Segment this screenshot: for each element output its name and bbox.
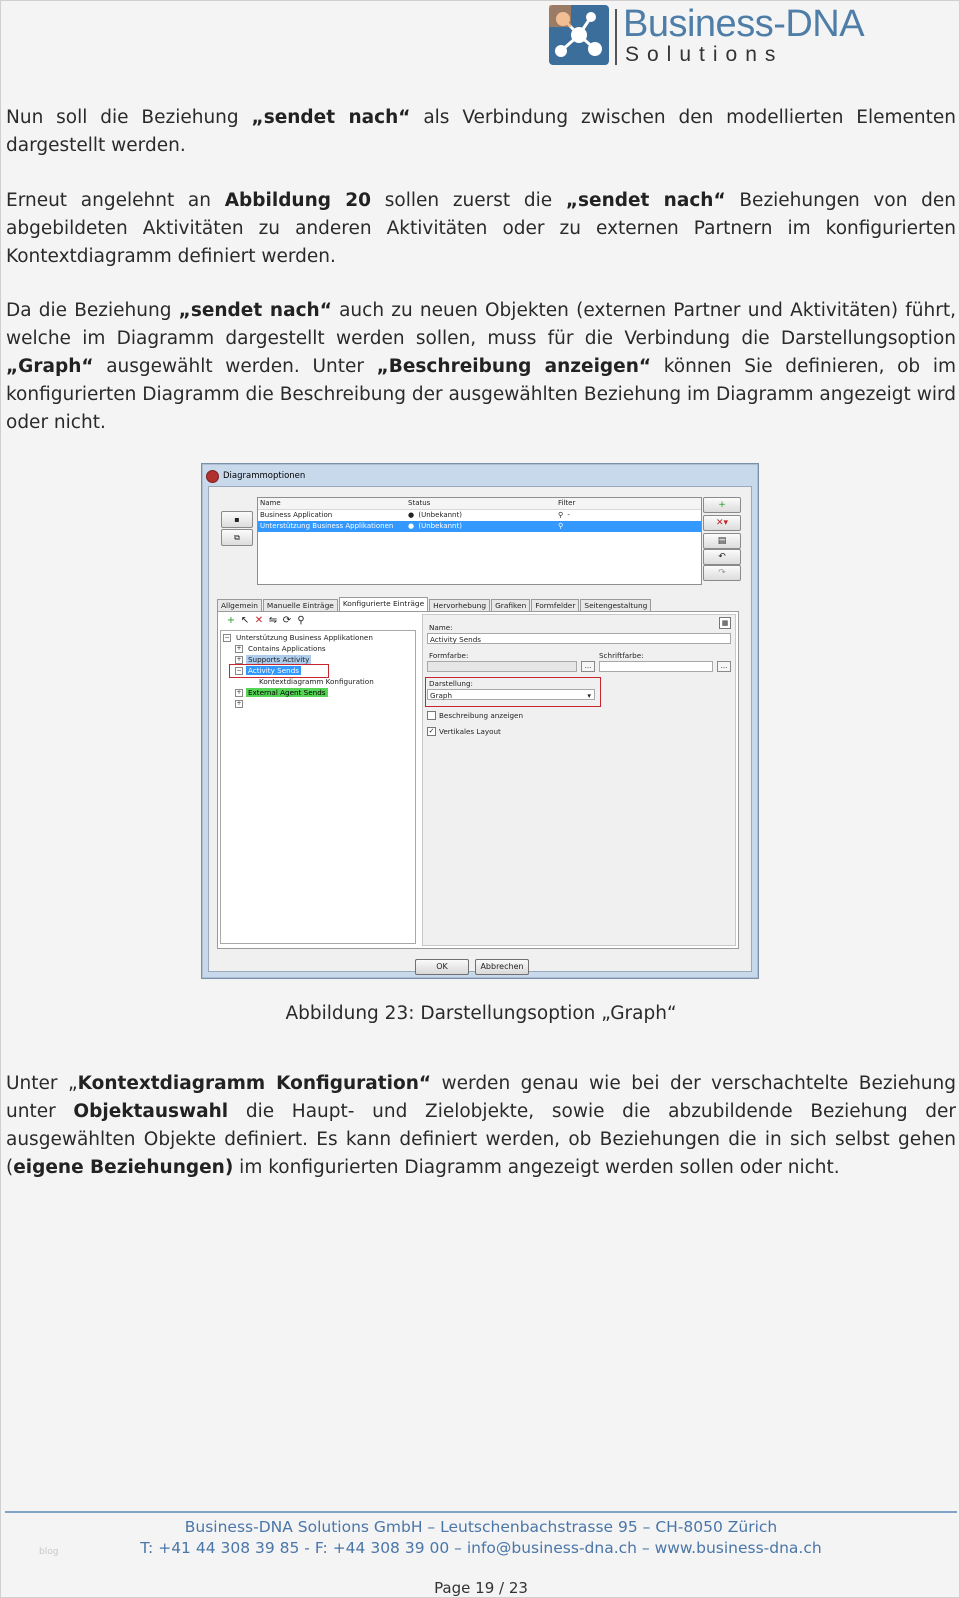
status-text: (Unbekannt) — [418, 522, 462, 530]
paragraph-1 — [6, 104, 956, 160]
footer-contact: T: +41 44 308 39 85 - F: +44 308 39 00 – info@business-dna.ch – www.business-dna.ch — [140, 1539, 822, 1557]
checkbox-box — [427, 711, 436, 720]
tab-formfelder[interactable]: Formfelder — [531, 599, 579, 612]
undo-icon[interactable]: ↶ — [703, 549, 741, 565]
text: Unter „ — [6, 1073, 78, 1094]
text: auch zu neuen Objekten (externen Partner und Aktivitäten) führt, welche im Diagramm dargestellt werden sollen, muss für die Verbindung die Darstellungsoption — [6, 300, 956, 349]
bold-text: „Graph“ — [6, 356, 94, 377]
cell-filter: ⚲ - — [558, 511, 570, 519]
cancel-button[interactable]: Abbrechen — [475, 959, 529, 975]
tree-root[interactable]: − Unterstützung Business Applikationen — [224, 633, 373, 642]
tab-panel — [217, 611, 739, 949]
text: als Verbindung zwischen den modellierten Elementen dargestellt werden. — [6, 107, 956, 156]
highlight-frame — [425, 677, 601, 707]
text: Da die Beziehung — [6, 300, 179, 321]
bold-text: „Beschreibung anzeigen“ — [376, 356, 652, 377]
delete-entry-icon[interactable]: ✕▾ — [703, 515, 741, 531]
search-icon[interactable]: ⚲ — [297, 615, 305, 626]
tree-toolbar — [226, 616, 306, 626]
dialog-body — [208, 486, 752, 972]
configuration-tree — [220, 630, 416, 944]
text: Nun soll die Beziehung — [6, 107, 252, 128]
check-icon: ✓ — [428, 727, 435, 735]
chevron-down-icon: ▾ — [587, 691, 591, 700]
column-header-status: Status — [408, 499, 431, 507]
dialog-title: Diagrammoptionen — [223, 471, 306, 481]
darstellung-value: Graph — [430, 691, 453, 700]
paragraph-2 — [6, 187, 956, 271]
text: werden genau wie bei der verschachtelte Beziehung unter — [6, 1073, 956, 1122]
diagram-options-dialog — [201, 463, 759, 979]
table-row-selected[interactable] — [258, 521, 701, 532]
copy-icon[interactable]: ⧉ — [221, 529, 253, 546]
tree-item-external-agent-sends[interactable]: + External Agent Sends — [236, 688, 326, 697]
text: Beziehungen von den abgebildeten Aktivitäten zu anderen Aktivitäten oder zu externen Partnern im konfigurierten Kontextdiagramm definiert werden. — [6, 190, 956, 267]
ok-button[interactable]: OK — [415, 959, 469, 975]
watermark: blog — [39, 1547, 59, 1557]
redo-icon[interactable]: ↷ — [703, 565, 741, 581]
tab-manuelle-eintraege[interactable]: Manuelle Einträge — [263, 599, 338, 612]
cell-name: Unterstützung Business Applikationen — [260, 522, 394, 530]
name-field[interactable]: Activity Sends — [427, 633, 731, 644]
schriftfarbe-field[interactable] — [599, 661, 713, 672]
figure-caption: Abbildung 23: Darstellungsoption „Graph“ — [285, 1003, 677, 1024]
bold-text: Kontextdiagramm Konfiguration“ — [77, 1073, 432, 1094]
formfarbe-label: Formfarbe: — [429, 651, 469, 660]
cell-status: ● (Unbekannt) — [408, 511, 462, 519]
tree-item-supports-activity[interactable]: + Supports Activity — [236, 655, 310, 664]
tab-allgemein[interactable]: Allgemein — [217, 599, 262, 612]
link-icon[interactable]: ⇋ — [268, 615, 278, 626]
highlight-frame — [229, 664, 329, 678]
cursor-icon[interactable]: ↖ — [240, 615, 250, 626]
schriftfarbe-picker-button[interactable]: ... — [717, 661, 731, 672]
column-header-name: Name — [260, 499, 281, 507]
entries-table — [257, 497, 702, 585]
footer-divider — [5, 1511, 957, 1513]
tab-seitengestaltung[interactable]: Seitengestaltung — [580, 599, 651, 612]
cell-status: ● (Unbekannt) — [408, 522, 462, 530]
bold-text: Objektauswahl — [73, 1101, 229, 1122]
logo-divider — [615, 9, 617, 65]
bold-text: eigene Beziehungen) — [13, 1157, 234, 1178]
column-header-filter: Filter — [558, 499, 576, 507]
bold-text: Abbildung 20 — [224, 190, 372, 211]
company-logo — [549, 5, 909, 69]
tree-item-label: Kontextdiagramm Konfiguration — [259, 677, 374, 686]
text: Erneut angelehnt an — [6, 190, 225, 211]
tree-item-activity-sends[interactable]: − Activity Sends — [236, 666, 300, 675]
cell-filter: ⚲ — [558, 522, 564, 530]
filter-text: - — [567, 511, 570, 519]
edit-entry-icon[interactable]: ▤ — [703, 533, 741, 549]
bold-text: „sendet nach“ — [178, 300, 332, 321]
bold-text: „sendet nach“ — [251, 107, 411, 128]
page-number: Page 19 / 23 — [434, 1579, 528, 1597]
tree-item-kontextdiagramm-konfiguration[interactable] — [257, 677, 376, 687]
checkbox-label: Vertikales Layout — [439, 727, 501, 736]
logo-subtitle: Solutions — [625, 43, 784, 66]
tree-item-hidden[interactable]: + — [236, 700, 242, 707]
bold-text: „sendet nach“ — [565, 190, 726, 211]
properties-panel — [422, 614, 736, 946]
tree-item-label: Contains Applications — [248, 644, 326, 653]
beschreibung-checkbox[interactable] — [427, 711, 523, 720]
logo-name: Business-DNA — [623, 3, 865, 45]
tree-item-contains-applications[interactable]: + Contains Applications — [236, 644, 326, 653]
text: sollen zuerst die — [371, 190, 566, 211]
table-header — [258, 498, 701, 510]
text: die Haupt- und Zielobjekte, sowie die abzubildende Beziehung der ausgewählten Objekte definiert. Es kann definiert werden, ob Beziehungen die in sich selbst gehen ( — [6, 1101, 956, 1178]
tab-hervorhebung[interactable]: Hervorhebung — [429, 599, 490, 612]
name-label: Name: — [429, 623, 453, 632]
text: können Sie definieren, ob im konfigurierten Diagramm die Beschreibung der ausgewählten Beziehung im Diagramm angezeigt wird oder nicht. — [6, 356, 956, 433]
dialog-titlebar — [206, 468, 305, 484]
formfarbe-picker-button[interactable]: ... — [581, 661, 595, 672]
dna-logo-icon — [549, 5, 609, 65]
paragraph-3 — [6, 297, 956, 437]
text: ausgewählt werden. Unter — [93, 356, 377, 377]
footer-address: Business-DNA Solutions GmbH – Leutschenbachstrasse 95 – CH-8050 Zürich — [184, 1518, 778, 1536]
table-row[interactable] — [258, 510, 701, 521]
refresh-icon[interactable]: ⟳ — [282, 615, 292, 626]
darstellung-label: Darstellung: — [429, 679, 473, 688]
grid-icon[interactable]: ▦ — [719, 617, 731, 629]
tab-grafiken[interactable]: Grafiken — [491, 599, 530, 612]
tab-konfigurierte-eintraege[interactable]: Konfigurierte Einträge — [339, 597, 428, 612]
formfarbe-field[interactable] — [427, 661, 577, 672]
app-icon — [206, 470, 219, 483]
tree-item-label: Supports Activity — [248, 655, 310, 664]
tree-item-label: External Agent Sends — [248, 688, 326, 697]
text: im konfigurierten Diagramm angezeigt werden sollen oder nicht. — [233, 1157, 840, 1178]
remove-node-icon[interactable]: ✕ — [254, 615, 264, 626]
add-entry-icon[interactable]: + — [703, 497, 741, 513]
paragraph-4 — [6, 1070, 956, 1182]
cell-name: Business Application — [260, 511, 333, 519]
vertikales-layout-checkbox[interactable] — [427, 727, 501, 736]
status-text: (Unbekannt) — [418, 511, 462, 519]
schriftfarbe-label: Schriftfarbe: — [599, 651, 644, 660]
add-node-icon[interactable]: + — [226, 615, 236, 626]
tree-root-label: Unterstützung Business Applikationen — [236, 633, 373, 642]
tree-item-label: Activity Sends — [248, 666, 300, 675]
save-icon[interactable]: ▪ — [221, 511, 253, 528]
checkbox-label: Beschreibung anzeigen — [439, 711, 524, 720]
